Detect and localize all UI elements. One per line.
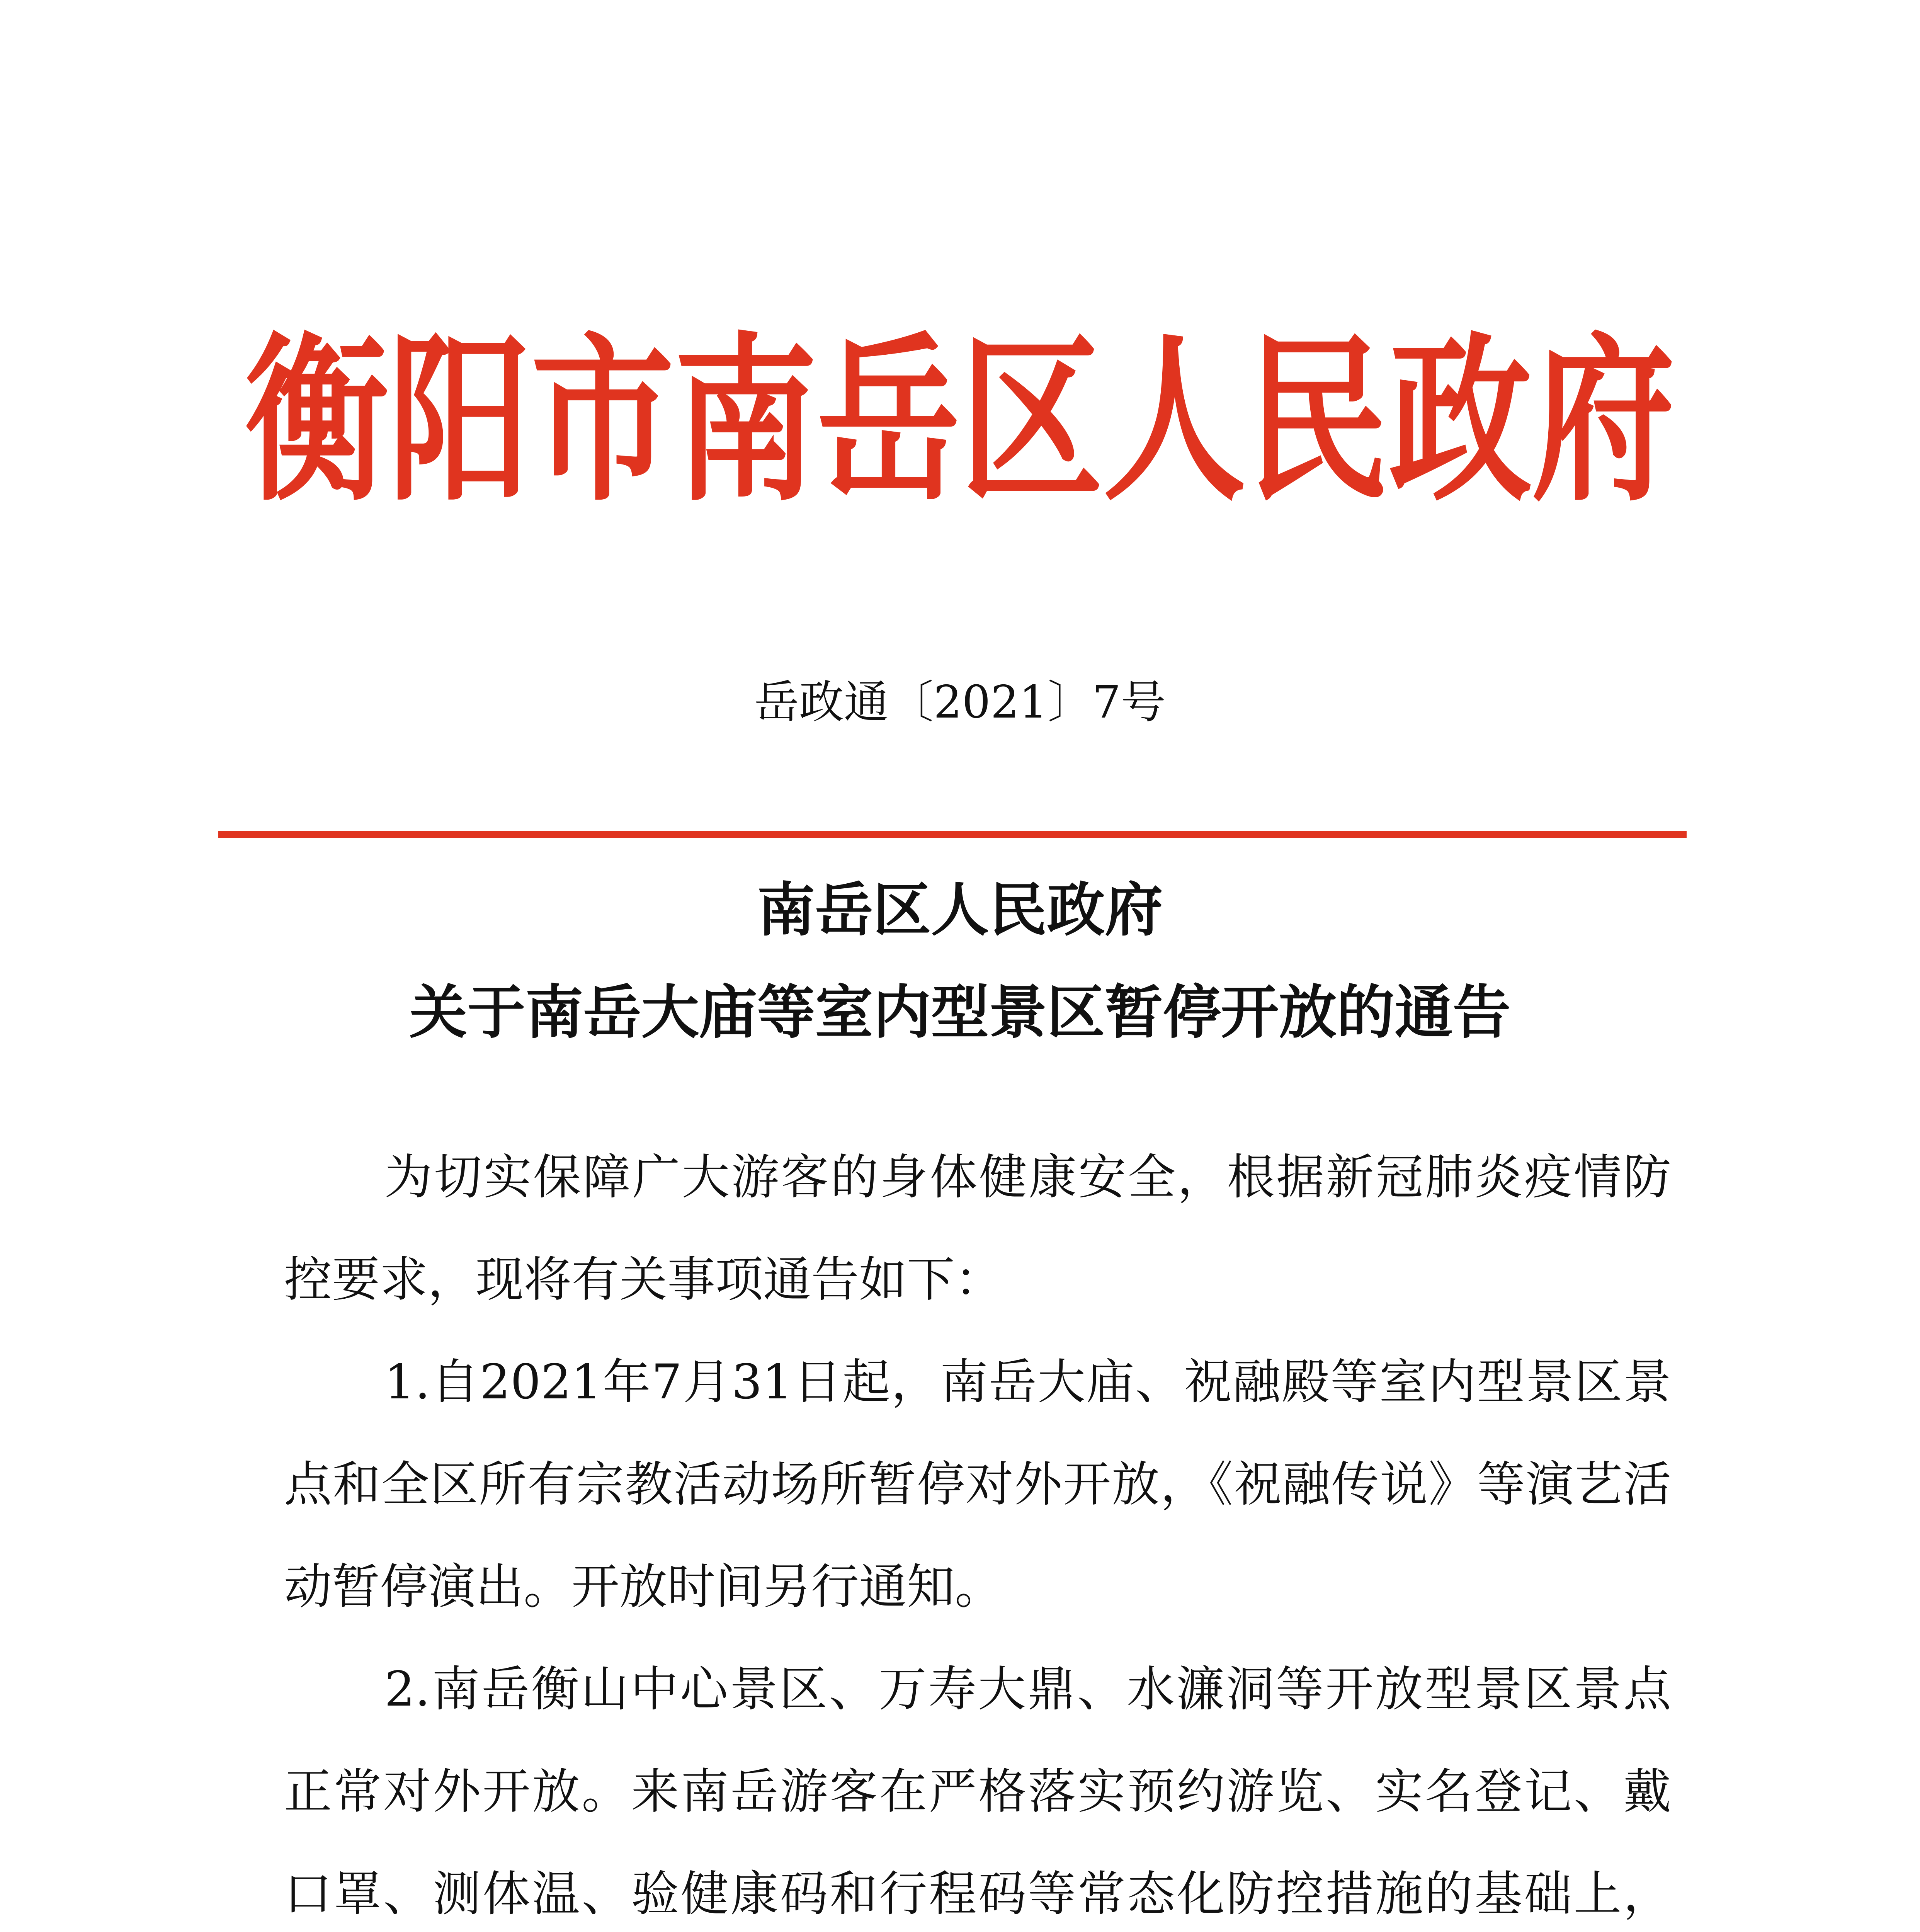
notice-title-line2: 关于南岳大庙等室内型景区暂停开放的通告 (409, 978, 1511, 1046)
paragraph-intro: 为切实保障广大游客的身体健康安全，根据新冠肺炎疫情防控要求，现将有关事项通告如下： (284, 1150, 1671, 1308)
notice-title-line1: 南岳区人民政府 (757, 876, 1163, 944)
paragraph-item-2: 2.南岳衡山中心景区、万寿大鼎、水濂洞等开放型景区景点正常对外开放。来南岳游客在严格落实预约游览、实名登记、戴口罩、测体温、验健康码和行程码等常态化防控措施的基础上， (284, 1662, 1671, 1922)
paragraph-item-1: 1.自2021年7月31日起，南岳大庙、祝融殿等室内型景区景点和全区所有宗教活动场所暂停对外开放，《祝融传说》等演艺活动暂停演出。开放时间另行通知。 (284, 1354, 1671, 1615)
notice-body (284, 1126, 1671, 1932)
masthead-title: 衡阳市南岳区人民政府 (245, 318, 1675, 526)
document-number: 岳政通〔2021〕7号 (754, 676, 1166, 728)
red-divider (218, 831, 1687, 838)
